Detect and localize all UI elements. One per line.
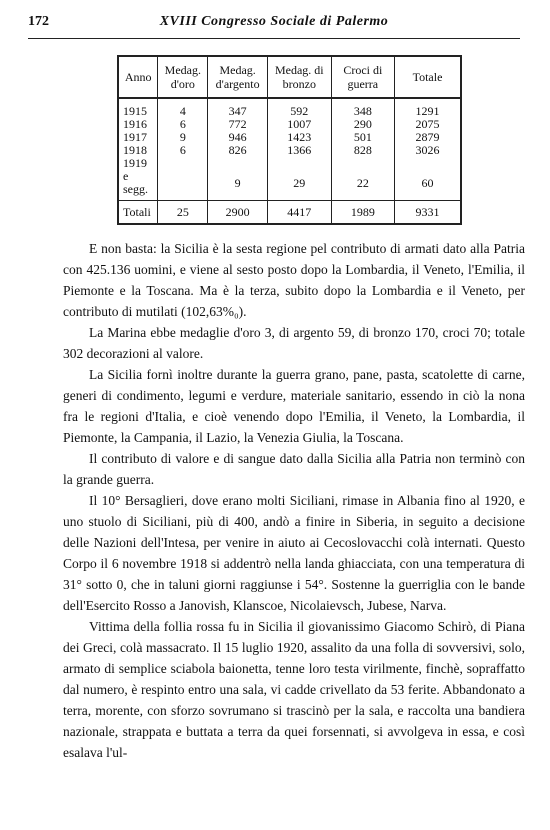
table-cell: 1916: [118, 118, 158, 131]
table-cell: 1919: [118, 157, 158, 170]
table-header-cell: Anno: [118, 56, 158, 98]
table-cell: 4: [158, 98, 208, 118]
table-row: [118, 170, 461, 201]
paragraph: Il contributo di valore e di sangue dato dalla Sicilia alla Patria non terminò con la grande guerra.: [63, 451, 525, 487]
table-row: [118, 144, 461, 157]
table-total-row: [118, 201, 461, 225]
table-cell: 2900: [208, 201, 268, 225]
page-number: 172: [28, 14, 49, 29]
table-cell: 1007: [268, 118, 332, 131]
table-cell: [268, 157, 332, 170]
paragraph: La Marina ebbe medaglie d'oro 3, di argento 59, di bronzo 170, croci 70; totale 302 decorazioni al valore.: [63, 325, 525, 361]
table-cell: 1423: [268, 131, 332, 144]
page-header: [28, 12, 520, 32]
table-cell: 347: [208, 98, 268, 118]
table-cell: [331, 157, 394, 170]
table-cell: 826: [208, 144, 268, 157]
table-cell: 2879: [395, 131, 461, 144]
table-cell: 2075: [395, 118, 461, 131]
table-cell: 348: [331, 98, 394, 118]
table-header-cell: Medag. d'argento: [208, 56, 268, 98]
table-cell: Totali: [118, 201, 158, 225]
table-cell: 9: [158, 131, 208, 144]
table-header-cell: Totale: [395, 56, 461, 98]
running-title: XVIII Congresso Sociale di Palermo: [159, 14, 389, 29]
table-cell: 6: [158, 118, 208, 131]
paragraph: Il 10° Bersaglieri, dove erano molti Siciliani, rimase in Albania fino al 1920, e uno stuolo di Siciliani, più di 400, andò a finire in Siberia, in seguito a decisione delle Nazioni dell'Intesa, per venire in aiuto ai Cecoslovacchi colà internati. Questo Corpo il 6 novembre 1918 si addentrò nella landa ghiacciata, con una temperatura di 31° sotto 0, che in taluni giorni raggiunse i 54°. Sostenne la guerriglia con le bande dell'Esercito Rosso a Janovish, Klanscoe, Nicolaievsch, Jubese, Narva.: [63, 493, 525, 613]
table-cell: 25: [158, 201, 208, 225]
table-cell: 772: [208, 118, 268, 131]
table-cell: 1918: [118, 144, 158, 157]
table-cell: [158, 170, 208, 201]
table-cell: 29: [268, 170, 332, 201]
paragraph: Vittima della follia rossa fu in Sicilia il giovanissimo Giacomo Schirò, di Piana dei Greci, colà massacrato. Il 15 luglio 1920, assalito da una folla di sovversivi, solo, armato di semplice sciabola baionetta, tenne loro testa virilmente, finchè, sopraffatto dal numero, è respinto entro una sala, vi cadde crivellato da 53 ferite. Abbandonato a terra, morente, con sforzo sovrumano si trascinò per la sala, e raccolta una bandiera nazionale, strappata e buttata a terra da quei forsennati, si avvolgeva in essa, e così esalava l'ul-: [63, 619, 525, 760]
table-cell: 3026: [395, 144, 461, 157]
table-cell: 9: [208, 170, 268, 201]
table-header-row: [118, 56, 461, 98]
table-header-cell: Croci di guerra: [331, 56, 394, 98]
table-cell: [208, 157, 268, 170]
table-cell: 22: [331, 170, 394, 201]
table-cell: 9331: [395, 201, 461, 225]
table-cell: 60: [395, 170, 461, 201]
table-cell: e segg.: [118, 170, 158, 201]
table-header-cell: Medag. di bronzo: [268, 56, 332, 98]
table-cell: 1366: [268, 144, 332, 157]
body-text: [63, 238, 525, 763]
table-cell: [395, 157, 461, 170]
medals-table: [117, 55, 462, 225]
table-row: [118, 98, 461, 118]
table-cell: 6: [158, 144, 208, 157]
table-cell: 501: [331, 131, 394, 144]
table-cell: 1989: [331, 201, 394, 225]
paragraph: La Sicilia fornì inoltre durante la guerra grano, pane, pasta, scatolette di carne, generi di condimento, legumi e verdure, materiale sanitario, essendo in ciò la nona fra le regioni d'Italia, e cioè venendo dopo l'Emilia, il Veneto, la Lombardia, il Piemonte, la Campania, il Lazio, la Venezia Giulia, la Toscana.: [63, 367, 525, 445]
table-cell: 4417: [268, 201, 332, 225]
table-cell: 946: [208, 131, 268, 144]
table-header-cell: Medag. d'oro: [158, 56, 208, 98]
table-cell: 828: [331, 144, 394, 157]
table-cell: 592: [268, 98, 332, 118]
paragraph: E non basta: la Sicilia è la sesta regione pel contributo di armati dato alla Patria con 425.136 uomini, e viene al sesto posto dopo la Lombardia, il Veneto, l'Emilia, il Piemonte e la Toscana. Ma è la terza, subito dopo la Lombardia e il Veneto, per contributo di mutilati (102,63%₀).: [63, 241, 525, 319]
table-cell: 1917: [118, 131, 158, 144]
table-cell: 290: [331, 118, 394, 131]
table-cell: [158, 157, 208, 170]
header-rule: [28, 38, 520, 39]
table-cell: 1291: [395, 98, 461, 118]
table-cell: 1915: [118, 98, 158, 118]
table-row: [118, 157, 461, 170]
